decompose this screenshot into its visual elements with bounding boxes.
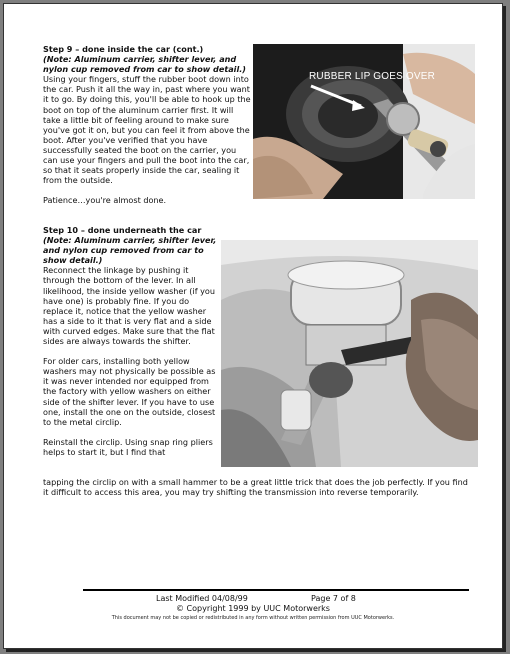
- step9-text-block: [43, 44, 251, 205]
- footer-page-number: Page 7 of 8: [311, 594, 356, 603]
- step10-reinstall-start: Reinstall the circlip. Using snap ring pliers helps to start it, but I find that: [43, 436, 213, 457]
- step9-title: Step 9 – done inside the car (cont.): [43, 44, 204, 54]
- step10-title: Step 10 – done underneath the car: [43, 225, 202, 235]
- step9-body: Using your fingers, stuff the rubber boot down into the car. Push it all the way in, past where you want it to go. By doing this, you'll be able to hook up the boot on top of the aluminum carrier first. It will take a little bit of feeling around to make sure you've got it on, but you can feel it from above the boot. After you've verified that you have successfully seated the boot on the carrier, you can use your fingers and pull the boot into the car, so that it seats properly inside the car, sealing it from the outside.: [43, 74, 251, 186]
- step9-note: (Note: Aluminum carrier, shifter lever, and nylon cup removed from car to show detail.): [43, 54, 246, 75]
- step10-note: (Note: Aluminum carrier, shifter lever, and nylon cup removed from car to show detail.): [43, 235, 217, 266]
- footer-rule: [83, 589, 469, 591]
- step10-older-cars: For older cars, installing both yellow washers may not physically be possible as it was never intended nor equipped from the factory with yellow washers on either side of the shifter lever. If you have to use one, install the one on the outside, closest to the metal circlip.: [43, 356, 216, 427]
- step10-photo: [221, 240, 478, 467]
- step9-photo-caption: RUBBER LIP GOES OVER: [309, 71, 436, 82]
- step9-patience: Patience…you're almost done.: [43, 195, 167, 206]
- step10-text-block: [43, 225, 217, 457]
- step10-photo-illustration: [221, 240, 478, 467]
- step10-reinstall-rest: tapping the circlip on with a small hammer to be a great little trick that does the job perfectly. If you find it difficult to access this area, you may try shifting the transmission into reverse temporarily.: [43, 477, 468, 498]
- footer-copyright: © Copyright 1999 by UUC Motorwerks: [176, 604, 330, 613]
- step10-body: Reconnect the linkage by pushing it through the bottom of the lever. In all likelihood, the inside yellow washer (if you have one) is probably fine. If you do replace it, notice that the yellow washer has a side to it that is very flat and a side with curved edges. Make sure that the flat sides are always towards the shifter.: [43, 265, 215, 347]
- document-page: [3, 3, 503, 649]
- step9-photo: [253, 44, 475, 199]
- step9-photo-illustration: [253, 44, 475, 199]
- footer-modified: Last Modified 04/08/99: [156, 594, 248, 603]
- footer-disclaimer: This document may not be copied or redistributed in any form without written permission from UUC Motorwerks.: [111, 615, 395, 621]
